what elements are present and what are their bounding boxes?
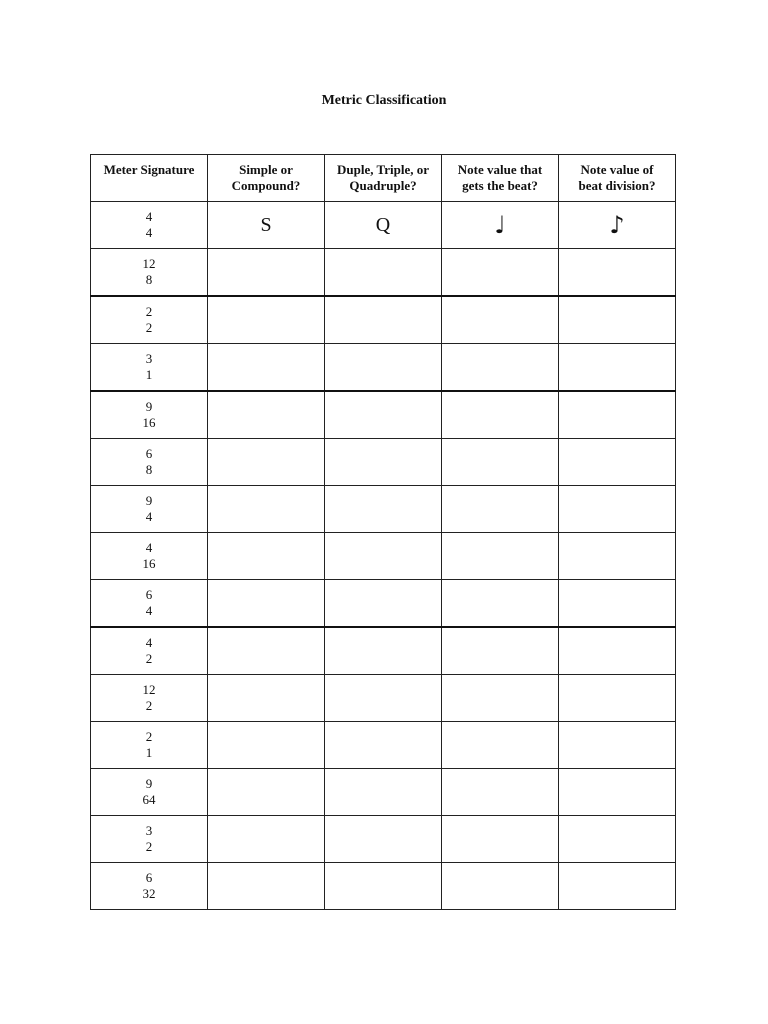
meter-signature <box>143 870 156 902</box>
meter-top-number: 9 <box>145 492 153 508</box>
table-body <box>91 202 676 910</box>
table-row <box>91 344 676 392</box>
division-note-cell[interactable] <box>559 863 676 910</box>
division-note-cell[interactable] <box>559 722 676 769</box>
col-header-simple-compound <box>208 155 325 202</box>
header-row <box>91 155 676 202</box>
duple-triple-cell[interactable] <box>325 486 442 533</box>
duple-triple-cell[interactable] <box>325 249 442 297</box>
meter-bottom-number: 2 <box>145 838 153 854</box>
division-note-cell[interactable] <box>559 533 676 580</box>
meter-signature-cell <box>91 344 208 392</box>
duple-triple-cell[interactable] <box>325 296 442 344</box>
duple-triple-cell[interactable] <box>325 391 442 439</box>
meter-bottom-number: 1 <box>145 366 153 382</box>
table-row <box>91 863 676 910</box>
table-row <box>91 722 676 769</box>
meter-signature <box>146 635 153 667</box>
beat-note-cell[interactable] <box>442 391 559 439</box>
meter-top-number: 12 <box>142 681 156 697</box>
meter-signature <box>143 256 156 288</box>
metric-classification-table <box>90 154 676 910</box>
beat-note-cell[interactable] <box>442 249 559 297</box>
division-note-cell[interactable] <box>559 296 676 344</box>
beat-note-cell[interactable] <box>442 580 559 628</box>
table-row <box>91 769 676 816</box>
simple-compound-cell[interactable] <box>208 344 325 392</box>
meter-bottom-number: 4 <box>145 602 153 618</box>
meter-top-number: 9 <box>145 775 153 791</box>
simple-compound-cell[interactable] <box>208 580 325 628</box>
meter-bottom-number: 1 <box>145 744 153 760</box>
meter-signature-cell <box>91 816 208 863</box>
meter-signature-cell <box>91 722 208 769</box>
table-row <box>91 533 676 580</box>
col-header-line: Simple or <box>239 162 293 177</box>
meter-signature <box>143 540 156 572</box>
meter-bottom-number: 4 <box>145 508 153 524</box>
table-row <box>91 296 676 344</box>
beat-note-cell[interactable] <box>442 627 559 675</box>
simple-compound-cell[interactable] <box>208 533 325 580</box>
division-note-cell[interactable] <box>559 439 676 486</box>
meter-signature-cell <box>91 675 208 722</box>
table-row <box>91 627 676 675</box>
duple-triple-cell[interactable] <box>325 675 442 722</box>
duple-triple-cell[interactable]: Q <box>325 202 442 249</box>
meter-signature <box>146 209 153 241</box>
col-header-line: Quadruple? <box>349 178 417 193</box>
meter-signature-cell <box>91 439 208 486</box>
meter-signature-cell <box>91 202 208 249</box>
meter-signature-cell <box>91 391 208 439</box>
duple-triple-cell[interactable] <box>325 344 442 392</box>
beat-note-cell[interactable] <box>442 439 559 486</box>
division-note-cell[interactable] <box>559 249 676 297</box>
division-note-cell[interactable]: ♪ <box>559 202 676 249</box>
meter-bottom-number: 8 <box>145 461 153 477</box>
duple-triple-cell[interactable] <box>325 533 442 580</box>
col-header-beat-note <box>442 155 559 202</box>
meter-top-number: 12 <box>142 255 156 271</box>
simple-compound-cell[interactable] <box>208 769 325 816</box>
beat-note-cell[interactable] <box>442 816 559 863</box>
simple-compound-cell[interactable] <box>208 486 325 533</box>
meter-signature <box>146 493 153 525</box>
duple-triple-cell[interactable] <box>325 863 442 910</box>
beat-note-cell[interactable] <box>442 863 559 910</box>
col-header-line: beat division? <box>578 178 656 193</box>
meter-top-number: 3 <box>145 350 153 366</box>
beat-note-cell[interactable] <box>442 486 559 533</box>
simple-compound-cell[interactable] <box>208 816 325 863</box>
col-header-meter-signature <box>91 155 208 202</box>
division-note-cell[interactable] <box>559 486 676 533</box>
meter-bottom-number: 4 <box>145 224 153 240</box>
simple-compound-cell[interactable] <box>208 675 325 722</box>
division-note-cell[interactable] <box>559 391 676 439</box>
meter-top-number: 6 <box>145 445 153 461</box>
meter-top-number: 4 <box>145 208 153 224</box>
duple-triple-cell[interactable] <box>325 816 442 863</box>
table-row <box>91 249 676 297</box>
meter-top-number: 6 <box>145 586 153 602</box>
meter-signature <box>146 823 153 855</box>
duple-triple-cell[interactable] <box>325 627 442 675</box>
meter-top-number: 9 <box>145 398 153 414</box>
simple-compound-cell[interactable] <box>208 439 325 486</box>
col-header-division-note <box>559 155 676 202</box>
table-row <box>91 391 676 439</box>
col-header-duple-triple <box>325 155 442 202</box>
beat-note-cell[interactable] <box>442 296 559 344</box>
meter-signature-cell <box>91 486 208 533</box>
meter-bottom-number: 64 <box>142 791 156 807</box>
division-note-cell[interactable] <box>559 580 676 628</box>
meter-signature <box>143 682 156 714</box>
meter-signature-cell <box>91 769 208 816</box>
division-note-cell[interactable] <box>559 627 676 675</box>
col-header-line: gets the beat? <box>462 178 538 193</box>
meter-bottom-number: 2 <box>145 697 153 713</box>
simple-compound-cell[interactable] <box>208 627 325 675</box>
meter-signature-cell <box>91 296 208 344</box>
division-note-cell[interactable] <box>559 816 676 863</box>
col-header-line: Meter Signature <box>103 162 195 177</box>
beat-note-cell[interactable] <box>442 675 559 722</box>
table-row <box>91 202 676 249</box>
meter-bottom-number: 16 <box>142 555 156 571</box>
duple-triple-cell[interactable] <box>325 439 442 486</box>
simple-compound-cell[interactable] <box>208 296 325 344</box>
col-header-line: Note value of <box>580 162 654 177</box>
meter-bottom-number: 32 <box>142 885 156 901</box>
beat-note-cell[interactable] <box>442 769 559 816</box>
meter-signature-cell <box>91 533 208 580</box>
table-row <box>91 816 676 863</box>
simple-compound-cell[interactable] <box>208 722 325 769</box>
meter-top-number: 4 <box>145 634 153 650</box>
meter-top-number: 6 <box>145 869 153 885</box>
meter-signature <box>146 304 153 336</box>
col-header-line: Compound? <box>231 178 301 193</box>
meter-bottom-number: 2 <box>145 650 153 666</box>
division-note-cell[interactable] <box>559 344 676 392</box>
meter-bottom-number: 16 <box>142 414 156 430</box>
col-header-line: Duple, Triple, or <box>337 162 429 177</box>
table-row <box>91 580 676 628</box>
beat-note-cell[interactable] <box>442 722 559 769</box>
meter-top-number: 2 <box>145 728 153 744</box>
meter-top-number: 4 <box>145 539 153 555</box>
meter-signature <box>146 729 153 761</box>
duple-triple-cell[interactable] <box>325 580 442 628</box>
meter-signature-cell <box>91 249 208 297</box>
col-header-line: Note value that <box>457 162 543 177</box>
table-row <box>91 486 676 533</box>
meter-signature-cell <box>91 863 208 910</box>
meter-signature <box>143 399 156 431</box>
division-note-cell[interactable] <box>559 769 676 816</box>
duple-triple-cell[interactable] <box>325 769 442 816</box>
simple-compound-cell[interactable] <box>208 391 325 439</box>
meter-top-number: 2 <box>145 303 153 319</box>
meter-signature-cell <box>91 627 208 675</box>
meter-top-number: 3 <box>145 822 153 838</box>
meter-signature <box>143 776 156 808</box>
simple-compound-cell[interactable]: S <box>208 202 325 249</box>
simple-compound-cell[interactable] <box>208 863 325 910</box>
meter-signature <box>146 351 153 383</box>
division-note-cell[interactable] <box>559 675 676 722</box>
meter-bottom-number: 8 <box>145 271 153 287</box>
meter-bottom-number: 2 <box>145 319 153 335</box>
beat-note-cell[interactable]: ♩ <box>442 202 559 249</box>
meter-signature <box>146 446 153 478</box>
table-row <box>91 675 676 722</box>
page-title: Metric Classification <box>321 93 447 108</box>
table-row <box>91 439 676 486</box>
duple-triple-cell[interactable] <box>325 722 442 769</box>
beat-note-cell[interactable] <box>442 344 559 392</box>
simple-compound-cell[interactable] <box>208 249 325 297</box>
meter-signature <box>146 587 153 619</box>
meter-signature-cell <box>91 580 208 628</box>
beat-note-cell[interactable] <box>442 533 559 580</box>
